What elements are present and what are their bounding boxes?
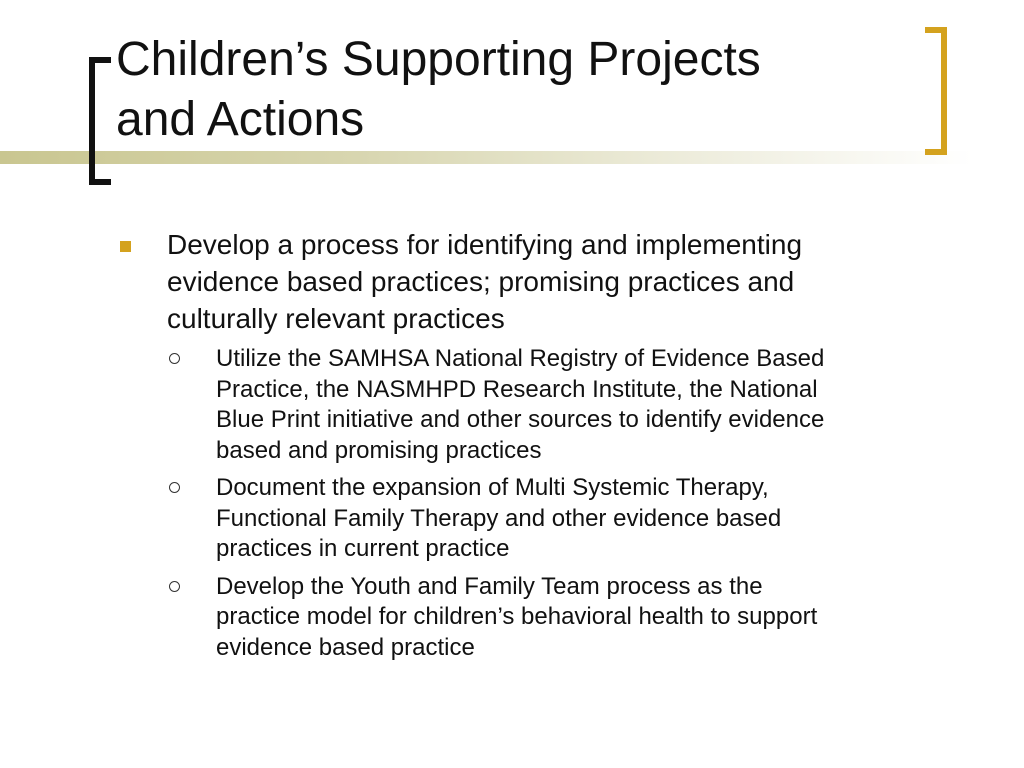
sub-bullet-line: practice model for children’s behavioral health to support [216, 603, 818, 630]
sub-bullet-line: practices in current practice [216, 535, 510, 562]
title-underline-rule [0, 151, 1024, 164]
sub-bullet-line: Blue Print initiative and other sources to identify evidence [216, 406, 825, 433]
circle-bullet-icon [169, 581, 180, 592]
slide-title-line-2: and Actions [116, 93, 365, 146]
slide-body [118, 226, 958, 670]
sub-bullet-line: Develop the Youth and Family Team process as the [216, 572, 763, 600]
left-bracket-decoration [89, 57, 111, 185]
circle-bullet-icon [169, 353, 180, 364]
main-bullet-line-3: culturally relevant practices [167, 303, 505, 334]
sub-bullet-line: Practice, the NASMHPD Research Institute, the National [216, 375, 818, 403]
main-bullet-line-1: Develop a process for identifying and implementing [167, 229, 803, 260]
main-bullet-line-2: evidence based practices; promising practices and [167, 266, 795, 297]
sub-bullet-line: Document the expansion of Multi Systemic Therapy, [216, 474, 769, 501]
slide-title-line-1: Children’s Supporting Projects [116, 33, 761, 86]
slide-title [116, 30, 916, 150]
sub-bullet-item [118, 344, 958, 466]
sub-bullet-list [118, 344, 958, 663]
sub-bullet-line: evidence based practice [216, 633, 475, 661]
sub-bullet-line: Utilize the SAMHSA National Registry of Evidence Based [216, 345, 825, 372]
main-bullet [118, 226, 958, 337]
sub-bullet-line: Functional Family Therapy and other evidence based [216, 504, 782, 532]
circle-bullet-icon [169, 482, 180, 493]
sub-bullet-item [118, 473, 958, 565]
sub-bullet-item [118, 572, 958, 664]
right-bracket-decoration [925, 27, 947, 155]
sub-bullet-line: based and promising practices [216, 436, 542, 464]
square-bullet-icon [120, 241, 131, 252]
